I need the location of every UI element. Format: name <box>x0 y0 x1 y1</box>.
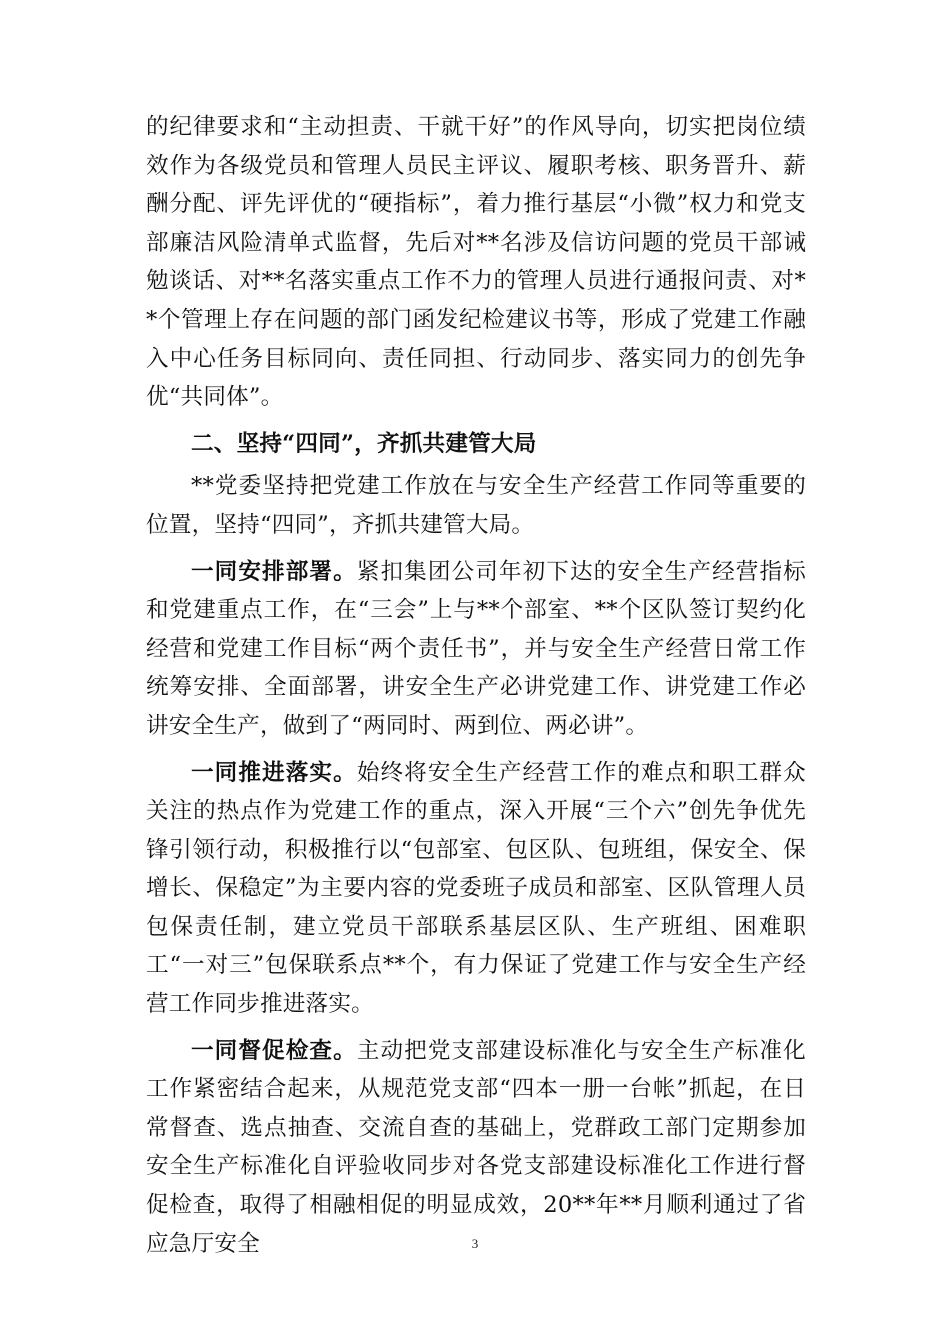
page-number: 3 <box>471 1236 479 1251</box>
heading-text: 二、坚持“四同”，齐抓共建管大局 <box>191 430 537 457</box>
paragraph-text: 紧扣集团公司年初下达的安全生产经营指标和党建重点工作，在“三会”上与**个部室、**个区队签订契约化经营和党建工作目标“两个责任书”，并与安全生产经营日常工作统筹安排、全面部署，讲安全生产必讲党建工作、讲党建工作必讲安全生产，做到了“两同时、两到位、两必讲”。 <box>146 558 806 739</box>
paragraph-text: **党委坚持把党建工作放在与安全生产经营工作同等重要的位置，坚持“四同”，齐抓共建管大局。 <box>146 473 806 538</box>
paragraph-text: 的纪律要求和“主动担责、干就干好”的作风导向，切实把岗位绩效作为各级党员和管理人员民主评议、履职考核、职务晋升、薪酬分配、评先评优的“硬指标”，着力推行基层“小微”权力和党支部廉洁风险清单式监督，先后对**名涉及信访问题的党员干部诫勉谈话、对**名落实重点工作不力的管理人员进行通报问责、对**个管理上存在问题的部门函发纪检建议书等，形成了党建工作融入中心任务目标同向、责任同担、行动同步、落实同力的创先争优“共同体”。 <box>146 114 806 411</box>
body-paragraph <box>146 108 806 417</box>
body-paragraph <box>146 754 806 1024</box>
body-paragraph <box>146 553 806 746</box>
paragraph-lead: 一同推进落实。 <box>191 759 357 786</box>
body-paragraph <box>146 1032 806 1264</box>
paragraph-text: 始终将安全生产经营工作的难点和职工群众关注的热点作为党建工作的重点，深入开展“三个六”创先争优先锋引领行动，积极推行以“包部室、包区队、包班组，保安全、保增长、保稳定”为主要内容的党委班子成员和部室、区队管理人员包保责任制，建立党员干部联系基层区队、生产班组、困难职工“一对三”包保联系点**个，有力保证了党建工作与安全生产经营工作同步推进落实。 <box>146 759 806 1018</box>
section-heading <box>146 425 806 464</box>
paragraph-lead: 一同督促检查。 <box>191 1037 357 1064</box>
document-page <box>146 108 806 1263</box>
paragraph-lead: 一同安排部署。 <box>191 558 357 585</box>
paragraph-text: 主动把党支部建设标准化与安全生产标准化工作紧密结合起来，从规范党支部“四本一册一台帐”抓起，在日常督查、选点抽查、交流自查的基础上，党群政工部门定期参加安全生产标准化自评验收同步对各党支部建设标准化工作进行督促检查，取得了相融相促的明显成效，20**年**月顺利通过了省应急厅安全 <box>146 1037 806 1257</box>
body-paragraph <box>146 467 806 544</box>
